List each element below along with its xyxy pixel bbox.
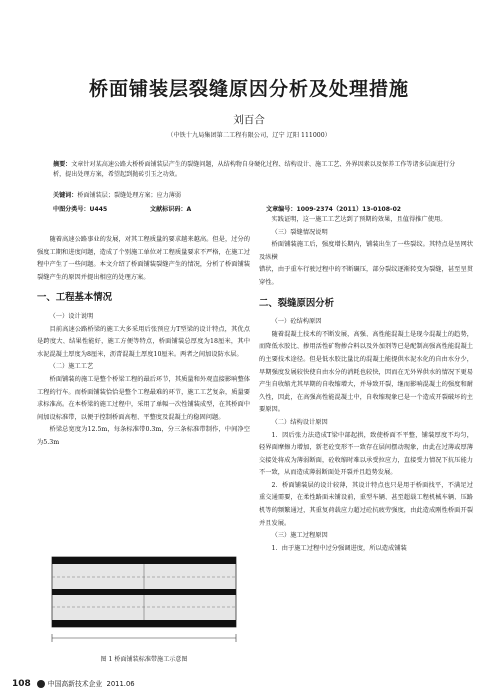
crack-paragraph-2: 错状，由于重车行驶过程中的不断碾压，部分裂纹逐渐转变为裂缝，甚至呈贯穿性。 — [259, 266, 473, 286]
design-paragraph-2: 2．桥面铺装层的设计较薄，其设计特点也只是用于桥面找平，不满足过重交通需要，在柔性路面未铺设前，重型车辆、甚至超载工程机械车辆、压路机等的频繁通过，其重复荷载应力超过砼抗疲劳强度，由此造成刚性桥面开裂并且发展。 — [259, 481, 473, 527]
crack-paragraph-1: 桥面铺装施工后，强度增长期内，铺装出生了一些裂纹。其特点是呈网状及纵横 — [259, 241, 473, 261]
article-id: 文章编号：1009-2374（2011）13-0108-02 — [266, 206, 402, 213]
subheading-design: （一）设计说明 — [49, 312, 94, 320]
figure-caption: 图 1 桥面铺装标准带施工示意图 — [100, 656, 188, 663]
process-paragraph: 桥面铺装的施工是整个桥梁工程的最后环节，其质量和外观直接影响整体工程的行车。而桥面铺装恰恰是整个工程最难的环节，施工工艺复杂，质量要求标准高。在本桥梁的施工过程中，采用了单幅一次性铺装成型，在其桥面中间加设标准带，以便于控制桥面高程、平整度及混凝土的稳固问题。 — [37, 375, 250, 421]
design-paragraph-1: 1．因后张力法造成T梁中部起拱，致使桥面不平整，铺装厚度不均匀，轻界面摩擦力增加，新老砼变形不一致存在层间摆动现象，由此在过薄或厚薄交接处将成为薄弱断面，砼收缩时难以承受拉应力，直接受力情况下抗压能力不一致，从而造成薄弱断面处开裂并且趋势发展。 — [259, 431, 473, 477]
journal-name: 中国高新技术企业 — [47, 680, 103, 688]
keywords-label: 关键词： — [53, 192, 78, 199]
construction-paragraph: 1．由于施工过程中过分强调进度，所以造成铺装 — [271, 544, 407, 552]
section-heading-1: 一、工程基本情况 — [37, 292, 113, 304]
article-title: 桥面铺装层裂缝原因分析及处理措施 — [88, 78, 409, 100]
journal-logo-icon — [37, 680, 45, 688]
journal-issue: 2011.06 — [106, 680, 135, 688]
subheading-crack-status: （三）裂缝情况说明 — [271, 228, 328, 236]
page-number: 108 — [12, 679, 31, 689]
standard-strip-3 — [52, 620, 236, 627]
standard-strip-2 — [52, 589, 236, 595]
figure-standard-strip-diagram — [44, 543, 244, 650]
keywords-text: 桥面铺装层；裂缝处理方案；应力薄弱 — [77, 192, 181, 199]
section-heading-2: 二、裂缝原因分析 — [259, 297, 335, 309]
right-column — [259, 214, 473, 555]
author: 刘百合 — [233, 114, 265, 126]
affiliation: （中铁十九局集团第二工程有限公司，辽宁 辽阳 111000） — [167, 132, 331, 139]
subheading-concrete: （一）砼结构原因 — [271, 318, 322, 326]
document-code: 文献标识码：A — [150, 206, 192, 213]
left-column — [37, 234, 250, 450]
keywords — [53, 190, 457, 199]
subheading-process: （二）施工工艺 — [49, 363, 94, 371]
standard-strip-1 — [52, 557, 236, 564]
concrete-paragraph: 随着混凝土技术的不断发展，高强、高性能混凝土是现今混凝土的趋势，而降低水胶比、掺用活性矿物掺合料以及外加剂等已是配制高强高性能混凝土的主要技术途径。但是低水胶比量比的混凝土能提供水泥水化的自由水分少，早期强度发展较快使自由水分的消耗也较快，因而在无外界供水的情况下更易产生自收缩尤其早期的自收缩增大，并导致开裂，继而影响混凝土的强度和耐久性，因此，在高强高性能混凝土中，自收缩现象已是一个造成开裂破坏的主要原因。 — [259, 330, 473, 414]
abstract-label: 摘要： — [53, 161, 72, 168]
page-footer — [12, 678, 135, 689]
continuation-paragraph: 实践证明，这一施工工艺达到了预期的效果，且值得推广使用。 — [271, 216, 447, 223]
abstract — [53, 160, 457, 180]
subheading-structural-design: （二）结构设计原因 — [271, 418, 328, 426]
design-paragraph: 目前高速公路桥梁的施工大多采用后张预应力T型梁的设计特点，其优点是跨度大、结果性能好，施工方便等特点，桥面铺装总厚度为18厘米，其中水泥混凝土厚度为8厘米，沥青混凝土厚度10厘米。两者之间加设防水层。 — [37, 325, 250, 358]
abstract-text: 文章针对某高速公路大桥桥面铺装层产生的裂缝问题，从结构物自身硬化过程、结构设计、施工工艺、外界因素以及保养工作等诸多层面进行分析，提出处理方案，希望起到抛砖引玉之功效。 — [53, 161, 456, 178]
subheading-construction: （三）施工过程原因 — [271, 532, 328, 540]
width-paragraph: 桥梁总宽度为12.5m，每条标准带0.3m，分三条标准带制作，中间净空为5.3m — [37, 426, 250, 446]
clc-number: 中图分类号：U445 — [53, 206, 108, 213]
intro-paragraph: 随着高速公路事业的发展，对其工程质量的要求越来越高。但是，过分的强度工期和进度问题，造成了个别施工单位对工程质量要求不严格，在施工过程中产生了一些问题。本文介绍了桥面铺装裂缝产生的情况，分析了桥面铺装裂缝产生的原因并提出相应的处理方案。 — [37, 236, 250, 281]
